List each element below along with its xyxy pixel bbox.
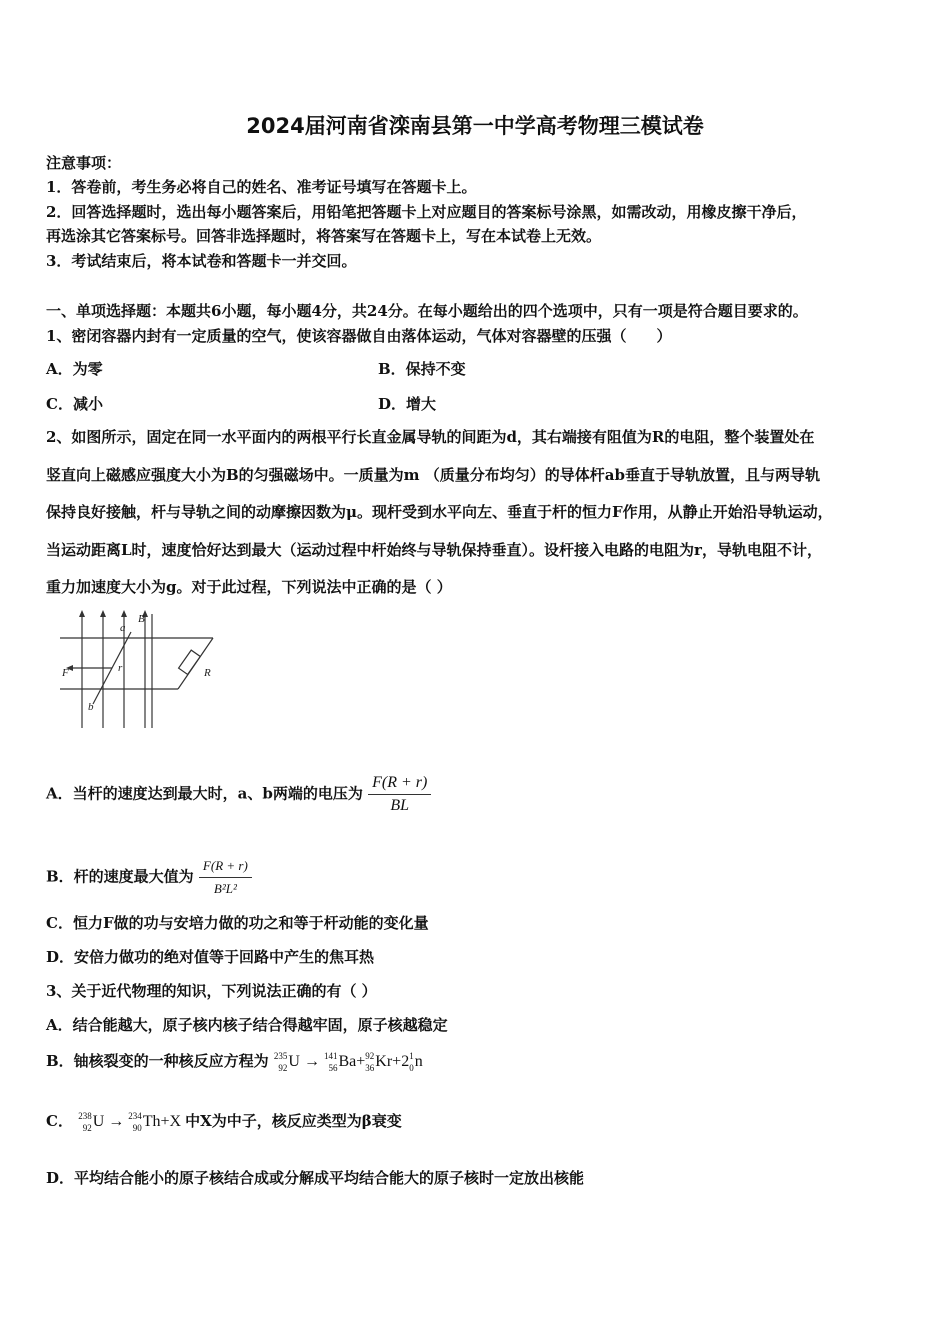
q3-option-a: A．结合能越大，原子核内核子结合得越牢固，原子核越稳定: [46, 1016, 448, 1034]
q2-option-a: [46, 772, 431, 817]
label-R: R: [204, 667, 211, 679]
q3-option-c: [46, 1110, 402, 1134]
q2-line-1: 2、如图所示，固定在同一水平面内的两根平行长直金属导轨的间距为d，其右端接有阻值为R的电阻，整个装置处在: [46, 428, 815, 446]
atomic-number: 0: [409, 1063, 414, 1074]
label-a: a: [120, 622, 126, 634]
q2-option-c: C．恒力F做的功与安培力做的功之和等于杆动能的变化量: [46, 914, 429, 932]
atomic-number: 36: [365, 1063, 375, 1074]
q3-option-c-text: 中X为中子，核反应类型为β衰变: [185, 1112, 402, 1130]
section-heading: 一、单项选择题：本题共6小题，每小题4分，共24分。在每小题给出的四个选项中，只有一项是符合题目要求的。: [46, 302, 808, 320]
q2-option-a-text: A．当杆的速度达到最大时，a、b两端的电压为: [46, 784, 363, 803]
page-title: 2024届河南省滦南县第一中学高考物理三模试卷: [246, 114, 704, 138]
nuclide-symbol: Ba+: [338, 1053, 366, 1070]
mass-number: 235: [273, 1051, 288, 1062]
atomic-number: 92: [278, 1063, 288, 1074]
label-B: B: [138, 613, 145, 625]
atomic-number: 90: [132, 1123, 142, 1134]
nuclide-symbol: Th+X: [142, 1113, 182, 1130]
q3-option-b-text: B．铀核裂变的一种核反应方程为: [46, 1052, 269, 1070]
notice-item-1: 1．答卷前，考生务必将自己的姓名、准考证号填写在答题卡上。: [46, 178, 477, 196]
q2-option-d: D．安倍力做功的绝对值等于回路中产生的焦耳热: [46, 948, 375, 966]
label-r: r: [118, 662, 123, 674]
fission-equation: [273, 1051, 423, 1074]
notice-item-2: 2．回答选择题时，选出每小题答案后，用铅笔把答题卡上对应题目的答案标号涂黑，如需改动，用橡皮擦干净后，: [46, 203, 807, 221]
q3-option-d: D．平均结合能小的原子核结合成或分解成平均结合能大的原子核时一定放出核能: [46, 1169, 585, 1187]
nuclide-symbol: n: [414, 1053, 423, 1070]
nuclide-symbol: Kr+2: [375, 1053, 410, 1070]
rail-circuit-figure: [48, 608, 238, 736]
q2-line-3: 保持良好接触，杆与导轨之间的动摩擦因数为μ。现杆受到水平向左、垂直于杆的恒力F作用，从静止开始沿导轨运动，: [46, 503, 833, 521]
fraction-numerator: F(R + r): [199, 855, 252, 878]
label-F: F: [62, 667, 69, 679]
mass-number: 238: [78, 1111, 92, 1122]
label-b: b: [88, 701, 94, 713]
mass-number: 141: [323, 1051, 338, 1062]
q2-option-b-text: B．杆的速度最大值为: [46, 867, 194, 886]
decay-equation: [78, 1111, 185, 1134]
q2-line-5: 重力加速度大小为g。对于此过程，下列说法中正确的是（ ）: [46, 578, 452, 596]
q1-stem: 1、密闭容器内封有一定质量的空气，使该容器做自由落体运动，气体对容器壁的压强（ ）: [46, 327, 672, 345]
atomic-number: 92: [82, 1123, 92, 1134]
fraction-denominator: B²L²: [213, 881, 237, 896]
q2-option-a-fraction: [368, 772, 431, 817]
fraction-denominator: BL: [390, 797, 410, 814]
mass-number: 1: [409, 1051, 414, 1062]
q3-option-b: [46, 1050, 423, 1074]
q1-option-d: D．增大: [378, 395, 437, 413]
q2-line-2: 竖直向上磁感应强度大小为B的匀强磁场中。一质量为m （质量分布均匀）的导体杆ab垂直于导轨放置，且与两导轨: [46, 466, 820, 484]
mass-number: 92: [365, 1051, 375, 1062]
q2-option-b-fraction: [199, 855, 252, 900]
q3-option-c-label: C．: [46, 1112, 73, 1130]
fraction-numerator: F(R + r): [368, 772, 431, 795]
notice-heading: 注意事项：: [46, 154, 122, 172]
q1-option-c: C．减小: [46, 395, 103, 413]
nuclide-symbol: U →: [92, 1113, 125, 1130]
nuclide-symbol: U →: [288, 1053, 320, 1070]
q1-option-a: A．为零: [46, 360, 103, 378]
notice-item-3: 3．考试结束后，将本试卷和答题卡一并交回。: [46, 252, 357, 270]
q2-option-b: [46, 855, 252, 900]
q1-option-b: B．保持不变: [378, 360, 466, 378]
q2-line-4: 当运动距离L时，速度恰好达到最大（运动过程中杆始终与导轨保持垂直）。设杆接入电路的电阻为r，导轨电阻不计，: [46, 541, 822, 559]
mass-number: 234: [128, 1111, 142, 1122]
notice-item-2-cont: 再选涂其它答案标号。回答非选择题时，将答案写在答题卡上，写在本试卷上无效。: [46, 227, 602, 245]
q3-stem: 3、关于近代物理的知识，下列说法正确的有（ ）: [46, 982, 377, 1000]
atomic-number: 56: [328, 1063, 338, 1074]
